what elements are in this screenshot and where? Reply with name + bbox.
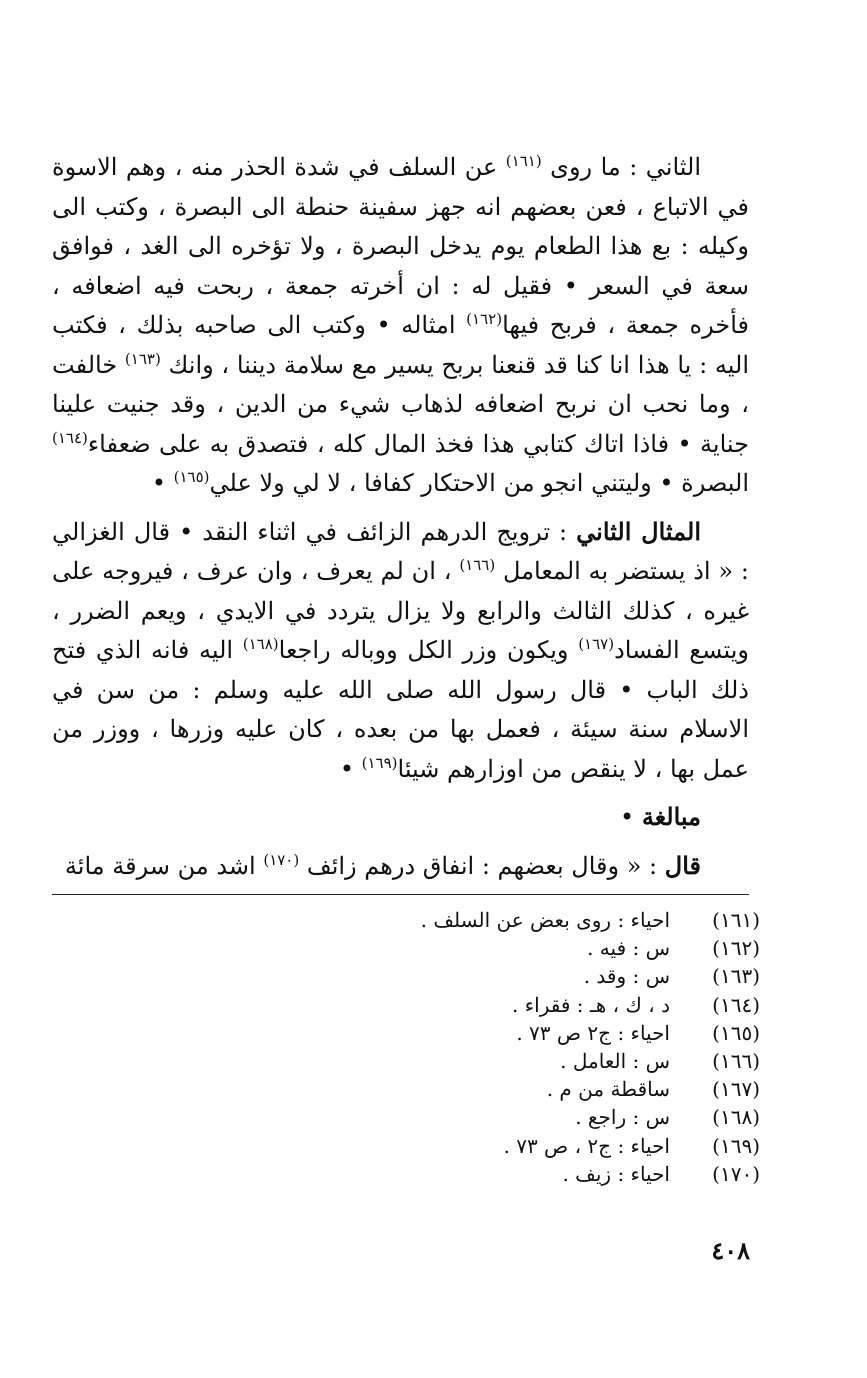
footnote [300, 991, 760, 1019]
bold-heading: المثال الثاني [576, 516, 702, 546]
footnote-marker: (١٦٦) [459, 556, 496, 574]
paragraph-quote [52, 846, 749, 887]
footnote-text: احياء : ج٢ ، ص ٧٣ . [503, 1133, 670, 1158]
footnote [300, 1103, 760, 1131]
text-run: خالفت ، وما نحب ان نربح اضعافه لذهاب شيء من الدين ، وقد جنيت علينا جناية • فاذا اتاك كتابي هذا فخذ المال كله ، فتصدق به على ضعفاء [52, 350, 749, 458]
footnote [300, 1132, 760, 1160]
footnote-marker: (١٦٢) [466, 310, 503, 328]
main-text [52, 148, 749, 886]
footnote-marker: (١٦٥) [173, 468, 210, 486]
footnote-divider [52, 894, 749, 895]
footnote-number: (١٦١) [712, 908, 760, 932]
section-heading-exaggeration [52, 797, 749, 838]
footnote-text: احياء : روى بعض عن السلف . [420, 908, 670, 932]
text-run: الثاني : ما روى [541, 153, 702, 181]
footnote-number: (١٦٦) [712, 1049, 760, 1074]
footnote [300, 906, 760, 934]
footnote [300, 1019, 760, 1047]
footnote-number: (١٦٣) [712, 964, 760, 989]
page-number: ٤٠٨ [711, 1236, 750, 1265]
footnote-text: د ، ك ، هـ : فقراء . [512, 992, 670, 1017]
paragraph-counterfeit-dirham [52, 512, 749, 790]
footnote-text: احياء : ج٢ ص ٧٣ . [516, 1020, 670, 1045]
text-run: اشد من سرقة مائة [64, 851, 264, 880]
footnote [300, 1075, 760, 1103]
footnote-text: ساقطة من م . [546, 1077, 670, 1102]
footnote [300, 1047, 760, 1075]
footnote-marker: (١٦٤) [52, 428, 88, 447]
footnote [300, 962, 760, 990]
footnote-number: (١٦٢) [712, 936, 760, 961]
footnote-text: س : فيه . [587, 936, 670, 961]
text-run: اليه فانه الذي فتح ذلك الباب • قال رسول الله صلى الله عليه وسلم : من سن في الاسلام سنة سيئة ، فعمل بها من بعده ، كان عليه وزرها ، ووزر من عمل بها ، لا ينقص من اوزارهم شيئا [52, 636, 749, 783]
text-run: • [339, 754, 362, 783]
text-run: البصرة • وليتني انجو من الاحتكار كفافا ، لا لي ولا علي [209, 469, 749, 497]
footnotes [300, 906, 760, 1188]
bold-heading: قال [664, 850, 701, 880]
footnote-text: س : راجع . [575, 1105, 670, 1130]
text-run: • [151, 469, 174, 497]
text-run: : ترويج الدرهم الزائف في اثناء النقد • قال الغزالي : « اذ يستضر به المعامل [52, 517, 750, 585]
footnote-number: (١٦٤) [712, 992, 760, 1017]
text-run: ، ان لم يعرف ، وان عرف ، فيروجه على غيره ، كذلك الثالث والرابع ولا يزال يتردد في الايدي ، ويعم الضرر ، ويتسع الفساد [52, 557, 749, 664]
footnote-text: س : وقد . [583, 964, 670, 989]
footnote-marker: (١٧٠) [263, 850, 300, 869]
footnote-text: س : العامل . [560, 1049, 670, 1074]
footnote-number: (١٦٥) [712, 1020, 760, 1045]
footnote-marker: (١٦٧) [578, 635, 615, 653]
footnote-marker: (١٦٩) [361, 753, 398, 772]
footnote-number: (١٧٠) [712, 1161, 760, 1186]
footnote-number: (١٦٧) [712, 1077, 760, 1102]
text-run: : « وقال بعضهم : انفاق درهم زائف [299, 851, 665, 880]
text-run: امثاله • وكتب الى صاحبه بذلك ، فكتب اليه : يا هذا انا كنا قد قنعنا بربح يسير مع سلامة ديننا ، وانك [52, 311, 749, 379]
footnote-number: (١٦٨) [712, 1105, 760, 1130]
bold-heading: مبالغة [641, 802, 701, 831]
footnote [300, 1160, 760, 1188]
footnote-marker: (١٦٣) [124, 349, 161, 368]
paragraph-second-example [52, 148, 749, 504]
footnote [300, 934, 760, 962]
footnote-number: (١٦٩) [712, 1133, 760, 1158]
footnote-marker: (١٦١) [505, 152, 542, 170]
text-run: ويكون وزر الكل ووباله راجعا [278, 636, 579, 664]
footnote-text: احياء : زيف . [562, 1161, 670, 1186]
text-run: • [620, 803, 642, 831]
text-run: عن السلف في شدة الحذر منه ، وهم الاسوة في الاتباع ، فعن بعضهم انه جهز سفينة حنطة الى البصرة ، وكتب الى وكيله : بع هذا الطعام يوم يدخل البصرة ، ولا تؤخره الى الغد ، فوافق سعة في السعر • فقيل له : ان أخرته جمعة ، ربحت فيه اضعافه ، فأخره جمعة ، فربح فيها [52, 153, 749, 339]
footnote-marker: (١٦٨) [242, 635, 279, 653]
